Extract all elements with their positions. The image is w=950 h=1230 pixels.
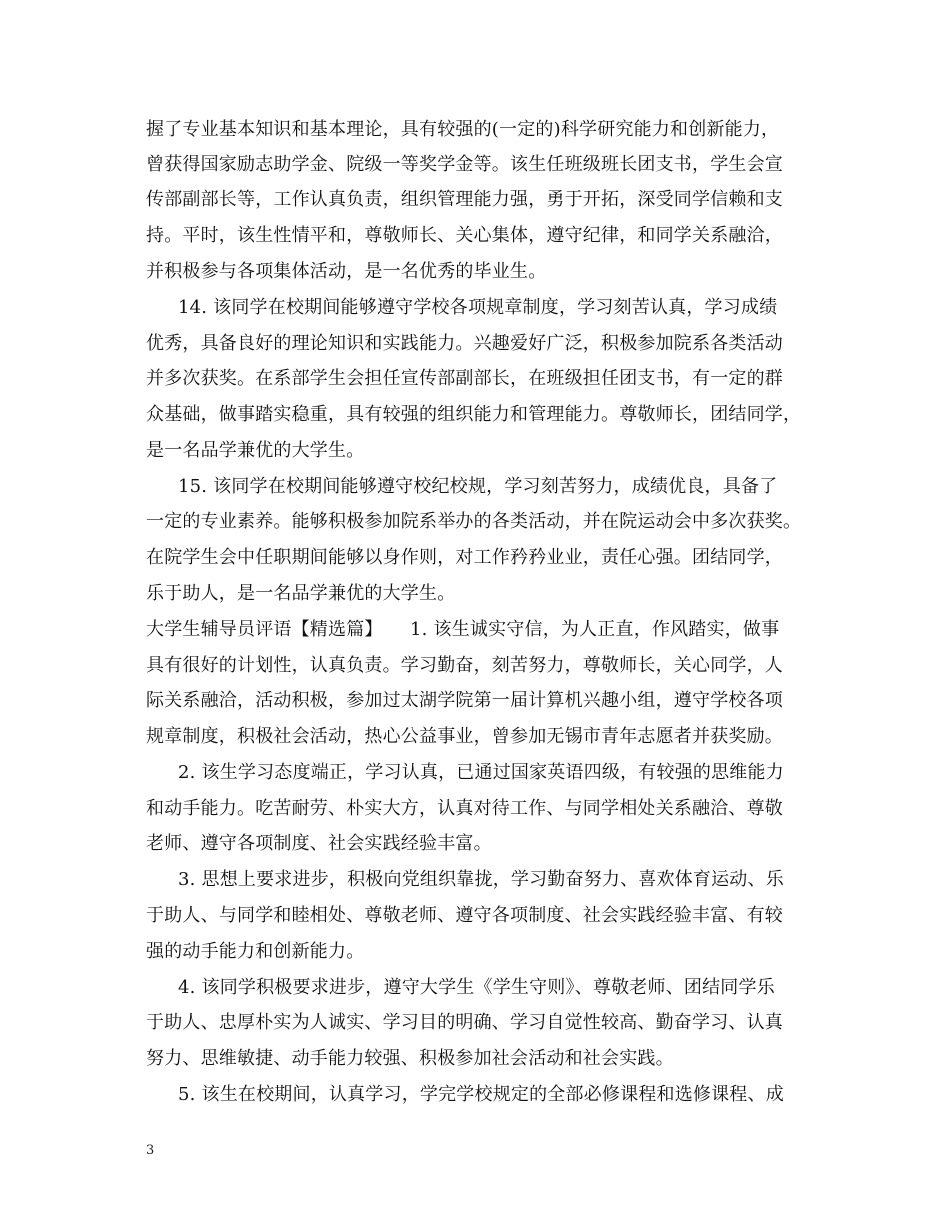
paragraph-start-5: 5. 该生在校期间，认真学习，学完学校规定的全部必修课程和选修课程、成 [178,1084,784,1105]
text-line: 握了专业基本知识和基本理论，具有较强的(一定的)科学研究能力和创新能力， [146,119,780,140]
text-line: 际关系融洽，活动积极，参加过太湖学院第一届计算机兴趣小组，遵守学校各项 [146,690,783,711]
text-line: 并积极参与各项集体活动，是一名优秀的毕业生。 [146,261,547,282]
text-line: 传部副部长等，工作认真负责，组织管理能力强，勇于开拓，深受同学信赖和支 [146,189,783,210]
page-number: 3 [146,1143,155,1158]
text-line: 强的动手能力和创新能力。 [146,941,365,962]
text-line: 是一名品学兼优的大学生。 [146,440,365,461]
text-line: 曾获得国家励志助学金、院级一等奖学金等。该生任班级班长团支书，学生会宣 [146,154,783,175]
section-heading-line: 大学生辅导员评语【精选篇】 1. 该生诚实守信，为人正直，作风踏实，做事 [146,619,780,640]
text-line: 于助人、忠厚朴实为人诚实、学习目的明确、学习自觉性较高、勤奋学习、认真 [146,1012,783,1033]
text-line: 并多次获奖。在系部学生会担任宣传部副部长，在班级担任团支书，有一定的群 [146,368,783,389]
text-line: 规章制度，积极社会活动，热心公益事业，曾参加无锡市青年志愿者并获奖励。 [146,726,783,747]
text-line: 持。平时，该生性情平和，尊敬师长、关心集体，遵守纪律，和同学关系融洽， [146,225,783,246]
paragraph-start-4: 4. 该同学积极要求进步，遵守大学生《学生守则》、尊敬老师、团结同学乐 [178,977,775,998]
text-line: 和动手能力。吃苦耐劳、朴实大方，认真对待工作、与同学相处关系融洽、尊敬 [146,798,783,819]
text-line: 在院学生会中任职期间能够以身作则，对工作矜矜业业，责任心强。团结同学， [146,547,783,568]
text-line: 具有很好的计划性，认真负责。学习勤奋，刻苦努力，尊敬师长，关心同学，人 [146,655,783,676]
text-line: 努力、思维敏捷、动手能力较强、积极参加社会活动和社会实践。 [146,1048,674,1069]
paragraph-start-15: 15. 该同学在校期间能够遵守校纪校规，学习刻苦努力，成绩优良，具备了 [178,476,778,497]
paragraph-start-14: 14. 该同学在校期间能够遵守学校各项规章制度，学习刻苦认真，学习成绩 [178,297,778,318]
paragraph-start-2: 2. 该生学习态度端正，学习认真，已通过国家英语四级，有较强的思维能力 [178,762,784,783]
text-line: 优秀，具备良好的理论知识和实践能力。兴趣爱好广泛，积极参加院系各类活动 [146,333,783,354]
paragraph-start-3: 3. 思想上要求进步，积极向党组织靠拢，学习勤奋努力、喜欢体育运动、乐 [178,869,784,890]
text-line: 一定的专业素养。能够积极参加院系举办的各类活动，并在院运动会中多次获奖。 [146,511,802,532]
text-line: 于助人、与同学和睦相处、尊敬老师、遵守各项制度、社会实践经验丰富、有较 [146,905,783,926]
text-line: 乐于助人，是一名品学兼优的大学生。 [146,583,456,604]
text-line: 众基础，做事踏实稳重，具有较强的组织能力和管理能力。尊敬师长，团结同学， [146,404,802,425]
text-line: 老师、遵守各项制度、社会实践经验丰富。 [146,833,492,854]
